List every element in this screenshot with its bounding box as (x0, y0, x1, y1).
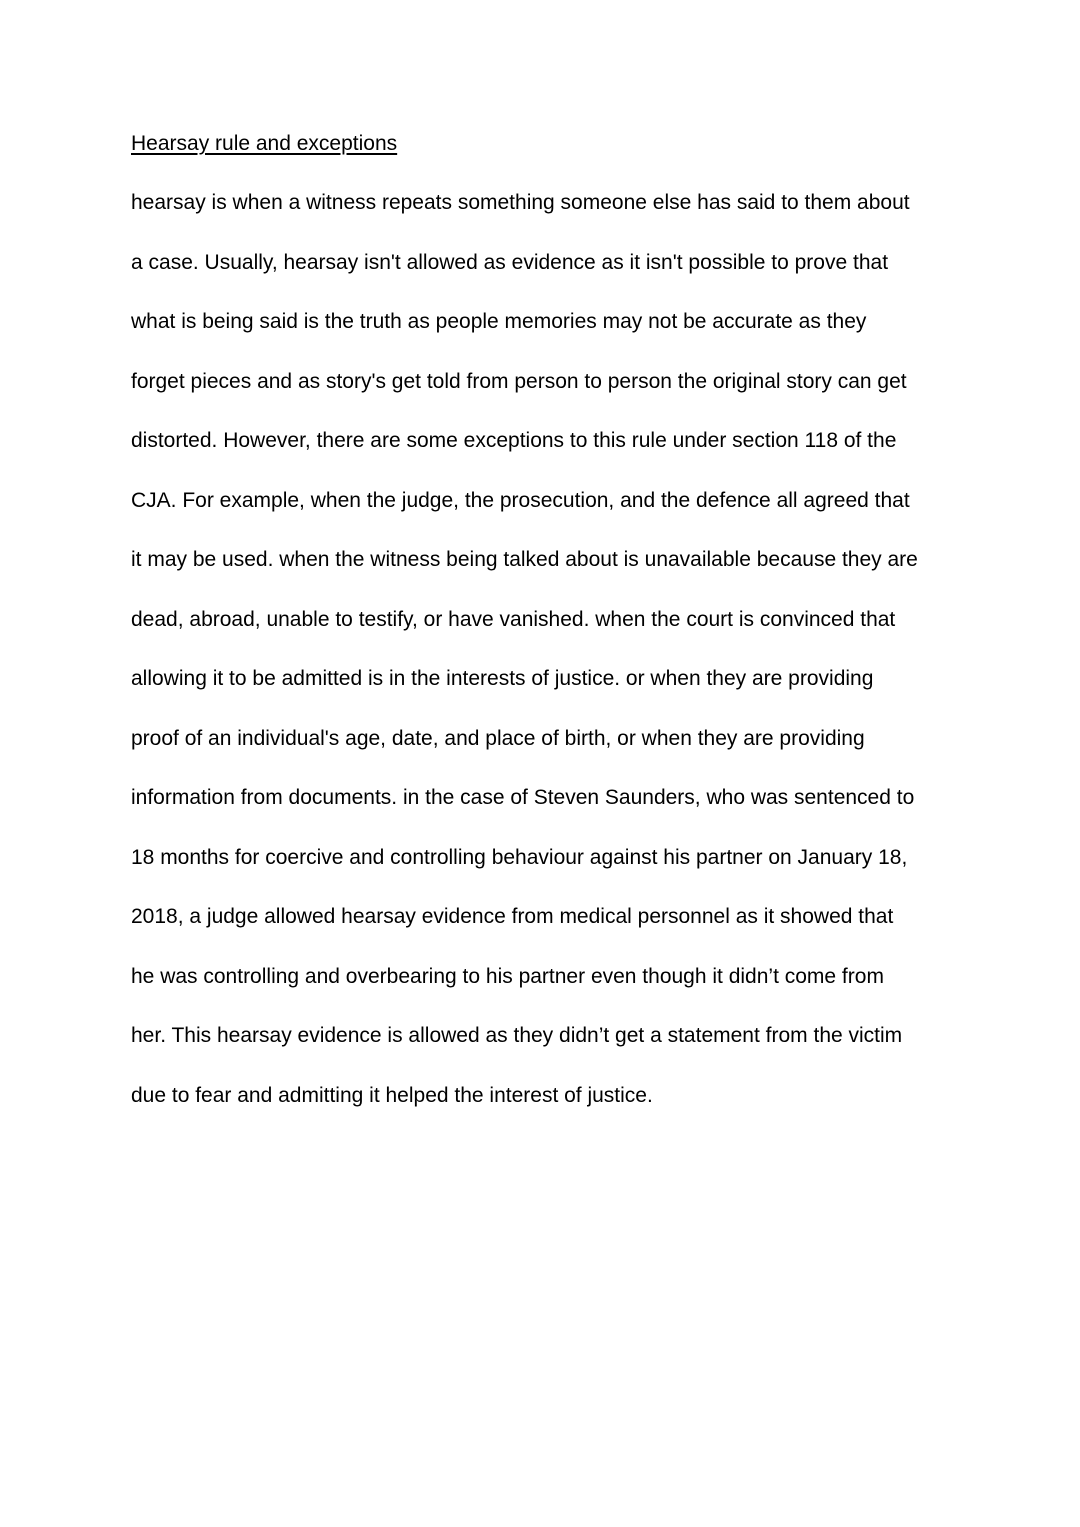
body-line: due to fear and admitting it helped the interest of justice. (131, 1083, 653, 1107)
body-line: CJA. For example, when the judge, the prosecution, and the defence all agreed that (131, 488, 910, 512)
body-line: 18 months for coercive and controlling behaviour against his partner on January 18, (131, 845, 908, 869)
body-line: hearsay is when a witness repeats something someone else has said to them about (131, 191, 910, 214)
body-line: dead, abroad, unable to testify, or have vanished. when the court is convinced that (131, 607, 896, 631)
body-line: 2018, a judge allowed hearsay evidence from medical personnel as it showed that (131, 905, 894, 928)
body-line: allowing it to be admitted is in the interests of justice. or when they are providing (131, 667, 874, 690)
body-line: he was controlling and overbearing to his partner even though it didn’t come from (131, 964, 884, 988)
body-line: a case. Usually, hearsay isn't allowed as evidence as it isn't possible to prove that (131, 250, 889, 274)
body-line: information from documents. in the case of Steven Saunders, who was sentenced to (131, 786, 915, 809)
body-line: it may be used. when the witness being talked about is unavailable because they are (131, 548, 918, 571)
body-line: forget pieces and as story's get told from person to person the original story can get (131, 369, 907, 393)
document-heading: Hearsay rule and exceptions (131, 132, 398, 155)
body-line: proof of an individual's age, date, and place of birth, or when they are providing (131, 726, 865, 750)
body-line: her. This hearsay evidence is allowed as they didn’t get a statement from the victim (131, 1024, 903, 1047)
body-line: what is being said is the truth as people memories may not be accurate as they (131, 310, 867, 333)
document-body (131, 173, 918, 1125)
body-line: distorted. However, there are some exceptions to this rule under section 118 of the (131, 429, 897, 452)
